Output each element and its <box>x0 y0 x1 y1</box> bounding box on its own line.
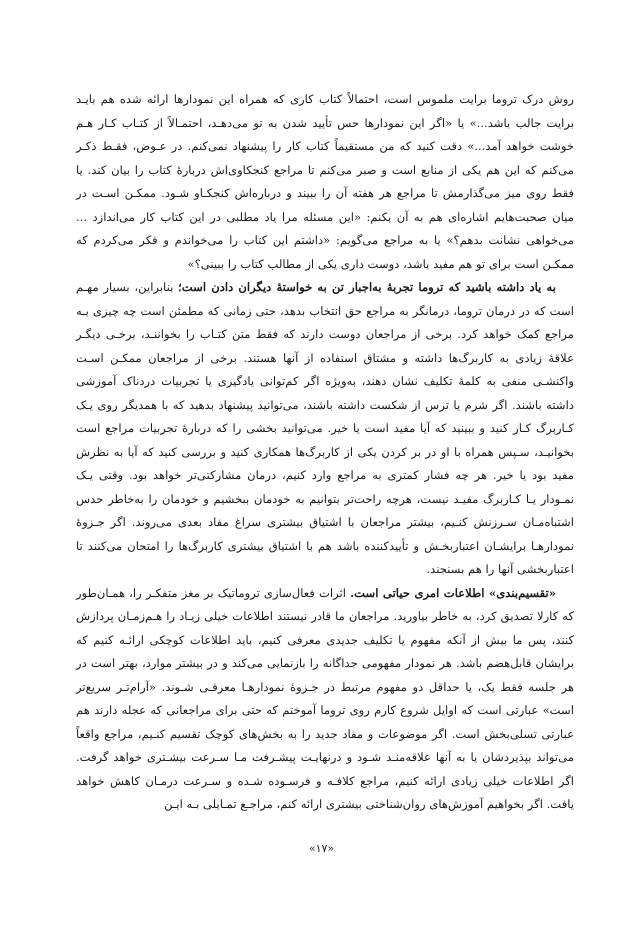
paragraph-3 <box>76 582 574 817</box>
paragraph-3-lead: «تقسیم‌بندی» اطلاعات امری حیاتی است. <box>350 585 556 600</box>
paragraph-2-text: بنابراین، بسیار مهـم است که در درمان تروما، درمانگر به مراجع حق انتخاب بدهد، حتی زمانی که مطمئن است چه چیزی بـه مراجع کمک خواهد کرد. برخی از مراجعان دوست دارند که فقط متن کتـاب را بخواننـد، برخـی دیگـر علاقهٔ زیادی به کاربرگ‌ها داشته و مشتاق استفاده از آنها هستند. برخی از مراجعان ممکـن اسـت واکنشـی منفی به کلمهٔ تکلیف نشان دهند، به‌ویژه اگر کم‌توانی یادگیری یا تجربیات دردناک آموزشی داشته باشند. اگر شرم یا ترس از شکست داشته باشند، می‌توانید پیشنهاد بدهید که با همدیگر روی یـک کـاربرگ کـار کنید و ببینید که آیا مفید است یا خیر. می‌توانید بخشی را که دربارهٔ تجربیات مراجع است بخوانیـد، سـپس همراه با او در بر کردن یکی از کاربرگ‌ها همکاری کنید و بررسی کنید که آیا به نظرش مفید بود یا خیر. هر چه فشار کمتری به مراجع وارد کنیم، درمان مشارکتی‌تر خواهد بود. وقتی یـک نمـودار یـا کـاربرگ مفیـد نیست، هرچه راحت‌تر بتوانیم به خودمان ببخشیم و خودمان را به‌خاطر حدس اشتباه‌مـان سـرزنش کنـیم، بیشتر مراجعان با اشتیاق بیشتری سراغ مفاد بعدی می‌روند. اگر جـزوهٔ نمودارهـا برایشـان اعتباربخـش و تأییدکننده باشد هم با اشتیاق بیشتری کاربرگ‌ها را امتحان می‌کنند تا اعتباربخشی آنها را هم بسنجند. <box>76 280 574 576</box>
paragraph-1-text: روش درک تروما برایت ملموس است، احتمالاً کتاب کاری که همراه این نمودارها ارائه شده هم بایـد برایت جالب باشد...» یا «اگر این نمودارها حس تأیید شدن به تو می‌دهـد، احتمـالاً از کتـاب کـار هـم خوشت خواهد آمد...» دقت کنید که من مستقیماً کتاب کار را پیشنهاد نمی‌کنم. در عـوض، فقـط ذکـر می‌کنم که این هم یکی از منابع است و صبر می‌کنم تا مراجع کنجکاوی‌اش دربارهٔ کتاب را بیان کند. یا فقط روی میز می‌گذارمش تا مراجع هر هفته آن را ببیند و درباره‌اش کنجکـاو شـود. ممکـن اسـت در میان صحبت‌هایم اشاره‌ای هم به آن بکنم: «این مسئله مرا یاد مطلبی در این کتاب کار می‌اندازد ... می‌خواهی نشانت بدهم؟» یا به مراجع می‌گویم: «داشتم این کتاب را می‌خواندم و فکر می‌کردم که ممکـن است برای تو هم مفید باشد، دوست داری یکی از مطالب کتاب را ببینی؟» <box>76 92 574 271</box>
paragraph-2-lead: به یاد داشته باشید که تروما تجربهٔ به‌اجبار تن به خواستهٔ دیگران دادن است؛ <box>178 280 556 294</box>
paragraph-2 <box>76 276 574 582</box>
paragraph-3-text: اثرات فعال‌سازی تروماتیک بر مغز متفکـر را، همـان‌طور که کارلا تصدیق کرد، به خاطر بیاورید. مراجعان ما قادر نیستند اطلاعات خیلی زیـاد را هـم‌زمـان پردازش کنند، پس ما بیش از آنکه مفهوم یا تکلیف جدیدی معرفی کنیم، باید اطلاعات کوچکی ارائـه کنیم که برایشان قابل‌هضم باشد. هر نمودار مفهومی جداگانه را بازنمایی می‌کند و در بیشتر موارد، بهتر است در هر جلسه فقط یک، یا حداقل دو مفهوم مرتبط در جـزوهٔ نمودارهـا معرفـی شـوند. «آرام‌تـر سریع‌تر است» عبارتی است که اوایل شروع کارم روی تروما آموختم که حتی برای مراجعانی که عجله دارند هم عبارتی تسلی‌بخش است. اگر موضوعات و مفاد جدید را به بخش‌های کوچک تقسیم کنـیم، مراجع واقعاً می‌تواند بپذیردشان یا به آنها علاقه‌منـد شـود و درنهایـت پیشـرفت مـا سـرعت بیشـتری خواهد گرفت. اگر اطلاعات خیلی زیادی ارائه کنیم، مراجع کلافـه و فرسـوده شـده و سـرعت درمـان کاهش خواهد یافت. اگر بخواهیم آموزش‌های روان‌شناختی بیشتری ارائه کنم، مراجـع تمـایلی بـه ایـن <box>76 585 574 811</box>
paragraph-1 <box>76 88 574 276</box>
page-number: «۱۷» <box>308 842 335 855</box>
page-body <box>76 88 574 817</box>
